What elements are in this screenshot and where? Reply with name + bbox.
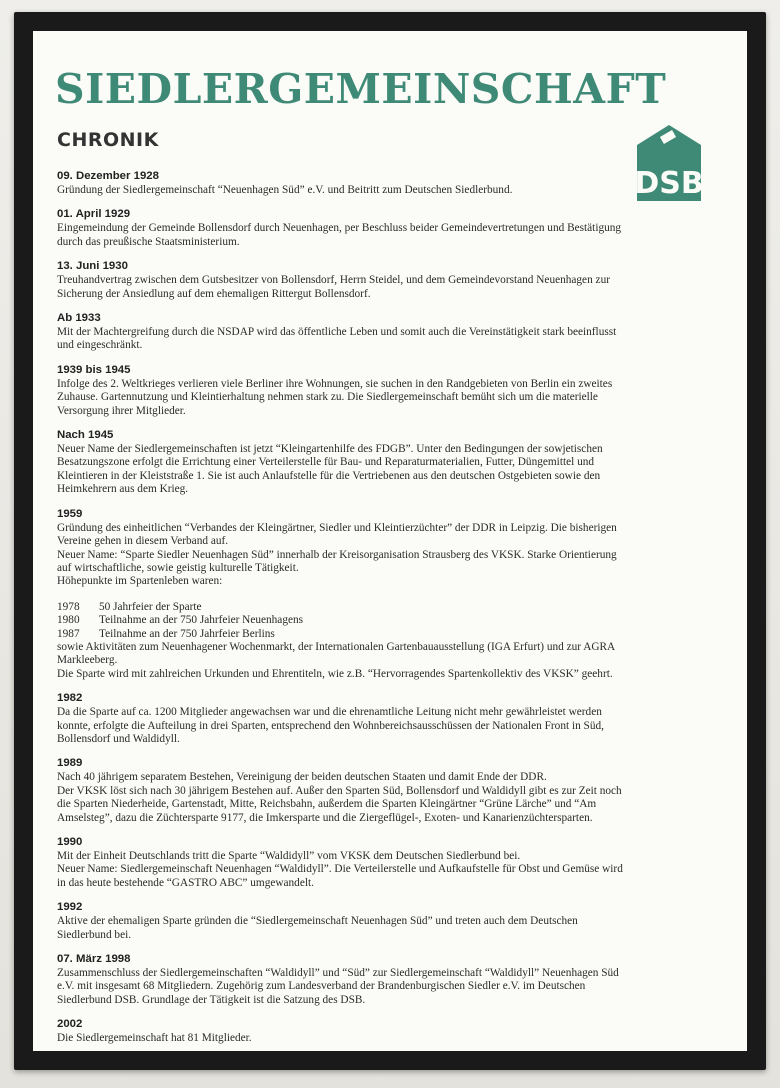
chronicle-entry: [57, 363, 717, 418]
entry-date: 09. Dezember 1928: [57, 170, 159, 182]
highlight-year: 1987: [57, 627, 80, 640]
chronicle-entry: [57, 900, 717, 942]
entry-text-line: Siedlerbund bei.: [57, 928, 132, 941]
entry-text-line: Infolge des 2. Weltkrieges verlieren viele Berliner ihre Wohnungen, sie suchen in den Randgebieten von Berlin ein zweites: [57, 377, 613, 390]
entry-date: Ab 1933: [57, 312, 101, 325]
entry-date: 2002: [57, 1018, 83, 1031]
entry-text-line: Zusammenschluss der Siedlergemeinschaften “Waldidyll” und “Süd” zur Siedlergemeinschaft “Waldidyll” Neuenhagen Süd: [57, 967, 619, 980]
entry-text-line: Neuer Name: “Sparte Siedler Neuenhagen Süd” innerhalb der Kreisorganisation Strausberg des VKSK. Starke Orientierung: [57, 548, 617, 561]
entry-text-line: konnte, erfolgte die Aufteilung in drei Sparten, entsprechend den Wohnbereichsausschüssen der Nationalen Front in Süd,: [57, 719, 604, 732]
highlight-item: [57, 601, 717, 614]
entry-text-line: Zuhause. Gartennutzung und Kleintierhaltung nehmen stark zu. Die Siedlergemeinschaft bemüht sich um die materielle: [57, 391, 598, 404]
chronicle-entry: [57, 311, 717, 353]
highlight-item: [57, 614, 717, 627]
entry-text-line: Markleeberg.: [57, 654, 118, 667]
chronicle-entry: [57, 691, 717, 746]
chronicle-entry: [57, 1017, 717, 1045]
poster-subtitle: CHRONIK: [57, 129, 159, 151]
entry-text-line: Die Sparte wird mit zahlreichen Urkunden und Ehrentiteln, wie z.B. “Hervorragendes Spartenkollektiv des VKSK” geehrt.: [57, 667, 613, 680]
chronicle-entry: [57, 259, 717, 301]
entry-text-line: Eingemeindung der Gemeinde Bollensdorf durch Neuenhagen, per Beschluss beider Gemeindevertretungen und Bestätigung: [57, 222, 622, 235]
entry-text-line: Gründung der Siedlergemeinschaft “Neuenhagen Süd” e.V. und Beitritt zum Deutschen Siedlerbund.: [57, 184, 513, 196]
entry-date: 1989: [57, 757, 83, 770]
entry-date: Nach 1945: [57, 429, 114, 442]
logo-text: DSB: [634, 166, 704, 201]
chronicle-entry: [57, 428, 717, 497]
highlight-text: Teilnahme an der 750 Jahrfeier Berlins: [99, 627, 275, 640]
entry-text-line: Da die Sparte auf ca. 1200 Mitglieder angewachsen war und die ehrenamtliche Leitung nicht mehr gewährleistet werden: [57, 706, 602, 719]
poster-title: SIEDLERGEMEINSCHAFT: [55, 65, 667, 113]
highlight-year: 1980: [57, 614, 80, 627]
entry-text-line: die Sparten Niederheide, Gartenstadt, Mitte, Reichsbahn, außerdem die Sparten Kleingärtner “Grüne Lärche” und “Am: [57, 798, 597, 811]
spacer: [57, 589, 717, 601]
chronicle-entry: [57, 835, 717, 890]
poster-mat: [33, 31, 747, 1051]
entry-text-line: Siedlerbund DSB. Grundlage der Tätigkeit ist die Satzung des DSB.: [57, 993, 366, 1006]
chronicle-entry: [57, 169, 717, 197]
entry-date: 1992: [57, 901, 83, 914]
entry-text-line: sowie Aktivitäten zum Neuenhagener Wochenmarkt, der Internationalen Gartenbauausstellung (IGA Erfurt) und zur AGRA: [57, 640, 616, 653]
entry-date: 1959: [57, 507, 83, 520]
entry-text-line: auf wirtschaftliche, sowie geistig kulturelle Tätigkeit.: [57, 561, 299, 574]
entry-date: 07. März 1998: [57, 953, 131, 966]
entry-text-line: Heimkehrern aus dem Krieg.: [57, 483, 189, 496]
chronicle-entries: [57, 169, 717, 1051]
entry-date: 1982: [57, 692, 83, 705]
entry-text-line: Mit der Einheit Deutschlands tritt die Sparte “Waldidyll” vom VKSK dem Deutschen Siedlerbund bei.: [57, 850, 521, 862]
entry-text-line: Bollensdorf und Waldidyll.: [57, 732, 180, 745]
entry-text-line: Vereine gehen in diesem Verband auf.: [57, 535, 229, 548]
entry-text-line: Mit der Machtergreifung durch die NSDAP wird das öffentliche Leben und somit auch die Vereinstätigkeit stark beeinflusst: [57, 326, 617, 339]
entry-text-line: und eingeschränkt.: [57, 339, 143, 352]
entry-text-line: Höhepunkte im Spartenleben waren:: [57, 575, 223, 588]
chronicle-entry: [57, 756, 717, 825]
entry-text-line: in das heute bestehende “GASTRO ABC” umgewandelt.: [57, 876, 314, 889]
entry-text-line: Treuhandvertrag zwischen dem Gutsbesitzer von Bollensdorf, Herrn Steidel, und dem Gemeindevorstand Neuenhagen zur: [57, 274, 610, 287]
entry-text-line: Sicherung der Ansiedlung auf dem ehemaligen Rittergut Bollensdorf.: [57, 287, 371, 300]
highlight-text: Teilnahme an der 750 Jahrfeier Neuenhagens: [99, 614, 304, 627]
entry-text-line: Der VKSK löst sich nach 30 jährigem Bestehen auf. Außer den Sparten Süd, Bollensdorf und Waldidyll gibt es zur Zeit noch: [57, 784, 622, 797]
chronicle-entry: [57, 207, 717, 249]
chronicle-entry: [57, 507, 717, 681]
entry-text-line: Kleintieren in der Kleiststraße 1. Sie ist auch Anlaufstelle für die Vertriebenen aus den deutschen Ostgebieten sowie den: [57, 469, 601, 482]
entry-text-line: Nach 40 jährigem separatem Bestehen, Vereinigung der beiden deutschen Staaten und damit Ende der DDR.: [57, 771, 547, 784]
entry-text-line: Gründung des einheitlichen “Verbandes der Kleingärtner, Siedler und Kleintierzüchter” der DDR in Leipzig. Die bisherigen: [57, 521, 617, 534]
chronicle-entry: [57, 952, 717, 1007]
entry-date: 13. Juni 1930: [57, 260, 128, 273]
entry-text-line: e.V. mit insgesamt 68 Mitgliedern. Zugehörig zum Landesverband der Brandenburgischen Siedler e.V. im Deutschen: [57, 980, 586, 993]
entry-text-line: Versorgung ihrer Mitglieder.: [57, 404, 186, 417]
poster: [33, 31, 747, 1051]
entry-text-line: Neuer Name: Siedlergemeinschaft Neuenhagen “Waldidyll”. Die Verteilerstelle und Aufkaufstelle für Obst und Gemüse wird: [57, 863, 623, 876]
entry-date: 01. April 1929: [57, 208, 131, 221]
picture-frame: [14, 12, 766, 1070]
entry-date: 1990: [57, 836, 83, 848]
entry-text-line: Amselsteg”, dazu die Züchtersparte 9177, die Imkersparte und die Ziergeflügel-, Exoten- und Kanarienzüchtersparten.: [57, 811, 593, 824]
highlight-year: 1978: [57, 600, 80, 613]
entry-text-line: Die Siedlergemeinschaft hat 81 Mitglieder.: [57, 1032, 252, 1045]
highlight-item: [57, 628, 717, 641]
entry-text-line: Aktive der ehemaligen Sparte gründen die “Siedlergemeinschaft Neuenhagen Süd” und treten auch dem Deutschen: [57, 915, 578, 928]
entry-text-line: durch das preußische Staatsministerium.: [57, 235, 240, 248]
highlight-text: 50 Jahrfeier der Sparte: [99, 600, 202, 613]
entry-date: 1939 bis 1945: [57, 363, 131, 376]
entry-text-line: Besatzungszone erfolgt die Errichtung einer Verteilerstelle für Bau- und Reparaturmaterialien, Futter, Düngemittel und: [57, 456, 595, 469]
entry-text-line: Neuer Name der Siedlergemeinschaften ist jetzt “Kleingartenhilfe des FDGB”. Unter den Bedingungen der sowjetischen: [57, 443, 603, 456]
